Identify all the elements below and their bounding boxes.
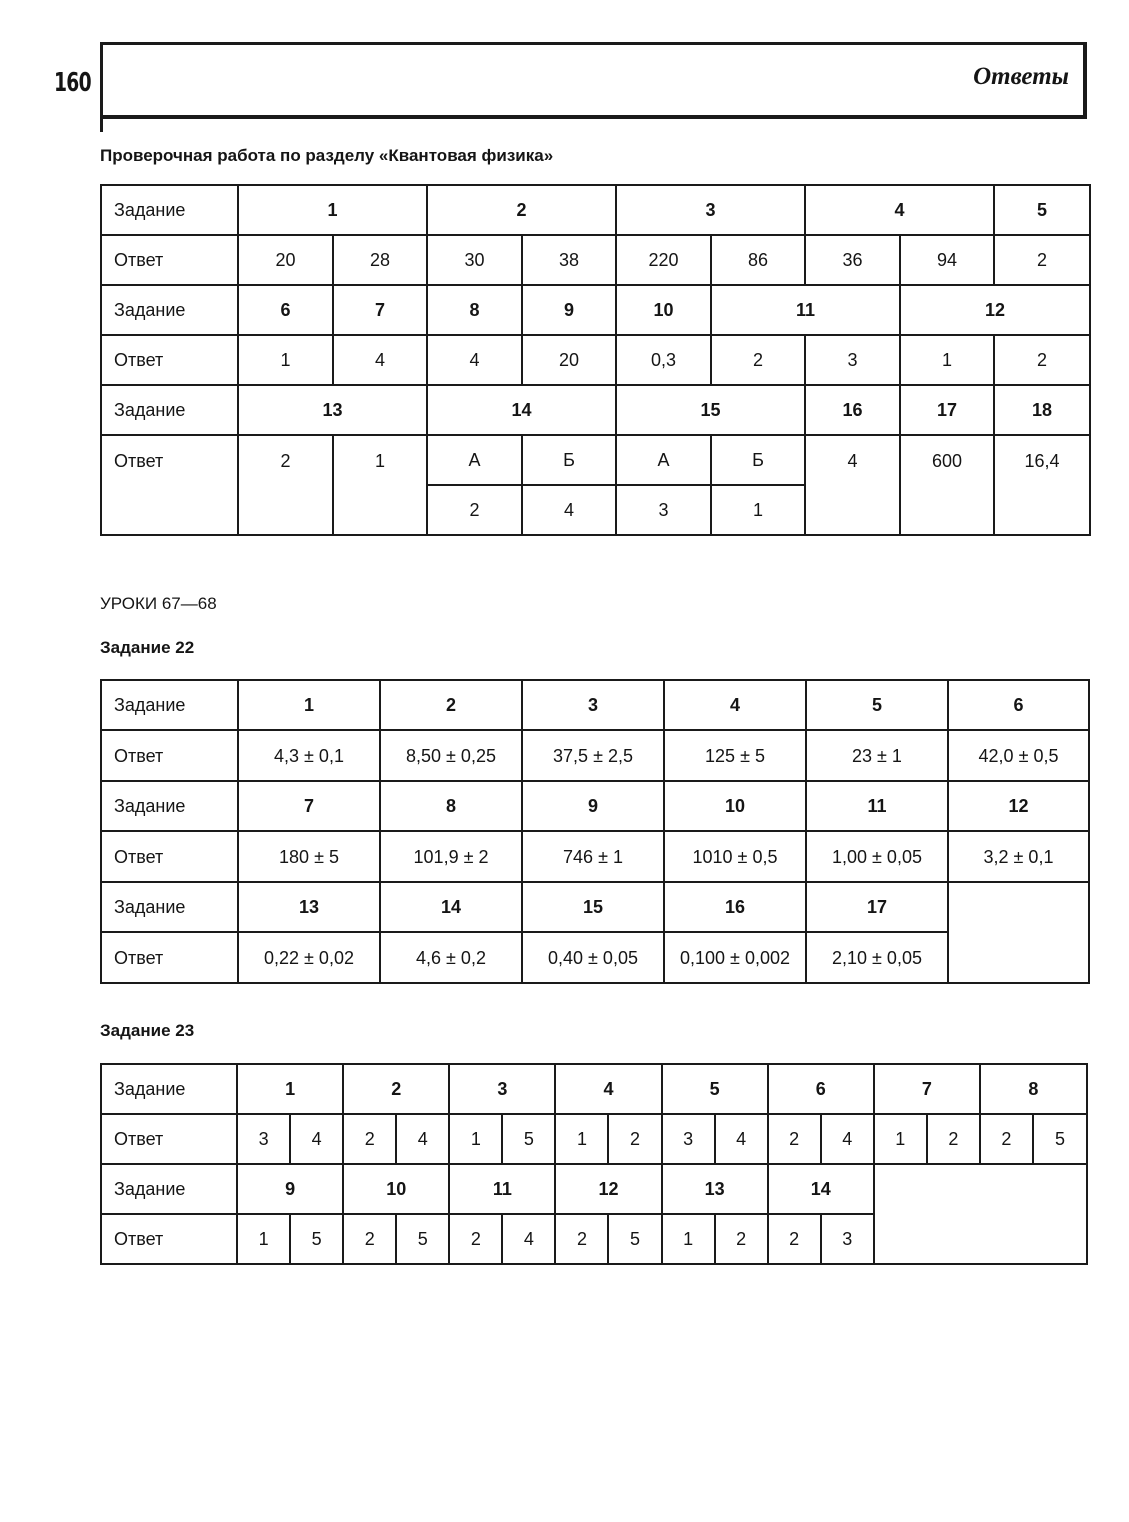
task-number: 4: [805, 185, 994, 235]
answer-cell: 1: [900, 335, 994, 385]
task-number: 5: [662, 1064, 768, 1114]
answer-cell: 220: [616, 235, 711, 285]
task-number: 4: [555, 1064, 661, 1114]
answer-cell: 4,6 ± 0,2: [380, 932, 522, 983]
task-number: 5: [806, 680, 948, 730]
answer-cell: Б: [522, 435, 616, 485]
empty-cell: [948, 882, 1089, 932]
answer-cell: 4: [290, 1114, 343, 1164]
table-row: [101, 781, 1089, 831]
answer-cell: А: [616, 435, 711, 485]
task-number: 3: [616, 185, 805, 235]
answer-cell: 125 ± 5: [664, 730, 806, 781]
answer-cell: 28: [333, 235, 427, 285]
table-row: [101, 1114, 1087, 1164]
task-number: 1: [237, 1064, 343, 1114]
table-row: [101, 235, 1090, 285]
section2-title: Задание 22: [100, 638, 195, 657]
answer-cell: Б: [711, 435, 805, 485]
answer-cell: 1,00 ± 0,05: [806, 831, 948, 882]
section1-table: [100, 184, 1091, 536]
task-label: Задание: [101, 680, 238, 730]
section3-table: [100, 1063, 1088, 1265]
answer-cell: 23 ± 1: [806, 730, 948, 781]
task-label: Задание: [101, 1164, 237, 1214]
task-number: 8: [380, 781, 522, 831]
answer-label: Ответ: [101, 235, 238, 285]
task-number: 1: [238, 680, 380, 730]
task-number: 13: [238, 385, 427, 435]
answer-cell: 2: [449, 1214, 502, 1264]
answer-cell: 600: [900, 435, 994, 535]
table-row: [101, 831, 1089, 882]
task-number: 6: [768, 1064, 874, 1114]
answer-cell: 3: [821, 1214, 874, 1264]
answer-cell: 2: [555, 1214, 608, 1264]
answer-cell: 4: [821, 1114, 874, 1164]
table-row: [101, 385, 1090, 435]
answer-cell: 0,3: [616, 335, 711, 385]
section1-title: Проверочная работа по разделу «Квантовая физика»: [100, 146, 554, 165]
answer-cell: 2: [927, 1114, 980, 1164]
task-number: 2: [343, 1064, 449, 1114]
header-frame: [100, 42, 1087, 119]
answer-cell: 4: [427, 335, 522, 385]
answer-cell: 94: [900, 235, 994, 285]
answer-cell: 2: [608, 1114, 661, 1164]
answer-cell: 0,40 ± 0,05: [522, 932, 664, 983]
task-number: 13: [238, 882, 380, 932]
task-number: 13: [662, 1164, 768, 1214]
task-number: 11: [806, 781, 948, 831]
task-number: 15: [522, 882, 664, 932]
answer-cell: 4: [522, 485, 616, 535]
table-row: [101, 435, 1090, 485]
answer-cell: 4: [805, 435, 900, 535]
answer-cell: 2: [427, 485, 522, 535]
answer-cell: 2: [994, 235, 1090, 285]
answer-cell: 1010 ± 0,5: [664, 831, 806, 882]
answer-cell: 0,22 ± 0,02: [238, 932, 380, 983]
answer-cell: 4: [333, 335, 427, 385]
table-row: [101, 335, 1090, 385]
answer-cell: 1: [662, 1214, 715, 1264]
answer-cell: 1: [238, 335, 333, 385]
task-number: 11: [449, 1164, 555, 1214]
answer-cell: 3: [616, 485, 711, 535]
empty-cell: [874, 1214, 1087, 1264]
answer-cell: 1: [333, 435, 427, 535]
empty-cell: [874, 1164, 1087, 1214]
answer-cell: 2,10 ± 0,05: [806, 932, 948, 983]
answer-cell: 20: [522, 335, 616, 385]
answer-cell: 5: [502, 1114, 555, 1164]
section2-table: [100, 679, 1090, 984]
empty-cell: [948, 932, 1089, 983]
answer-cell: 4: [396, 1114, 449, 1164]
table-row: [101, 185, 1090, 235]
answer-cell: 2: [343, 1214, 396, 1264]
answer-cell: 5: [290, 1214, 343, 1264]
answer-cell: 3,2 ± 0,1: [948, 831, 1089, 882]
answer-cell: 101,9 ± 2: [380, 831, 522, 882]
answer-cell: 5: [396, 1214, 449, 1264]
task-number: 15: [616, 385, 805, 435]
answer-cell: 86: [711, 235, 805, 285]
task-number: 9: [237, 1164, 343, 1214]
task-number: 7: [874, 1064, 980, 1114]
answer-label: Ответ: [101, 1214, 237, 1264]
answer-cell: 746 ± 1: [522, 831, 664, 882]
task-label: Задание: [101, 385, 238, 435]
task-number: 10: [664, 781, 806, 831]
section3-title: Задание 23: [100, 1021, 195, 1040]
table-row: [101, 1164, 1087, 1214]
answer-label: Ответ: [101, 1114, 237, 1164]
task-number: 3: [522, 680, 664, 730]
task-number: 17: [900, 385, 994, 435]
answer-cell: 4: [502, 1214, 555, 1264]
table-row: [101, 932, 1089, 983]
answer-cell: 3: [805, 335, 900, 385]
answer-cell: 1: [237, 1214, 290, 1264]
task-number: 7: [333, 285, 427, 335]
answer-cell: 20: [238, 235, 333, 285]
answer-cell: 8,50 ± 0,25: [380, 730, 522, 781]
header-spine: [100, 110, 103, 132]
answer-cell: 37,5 ± 2,5: [522, 730, 664, 781]
answer-cell: 42,0 ± 0,5: [948, 730, 1089, 781]
answer-cell: 4: [715, 1114, 768, 1164]
task-number: 7: [238, 781, 380, 831]
task-label: Задание: [101, 781, 238, 831]
answer-cell: 36: [805, 235, 900, 285]
answer-cell: 1: [874, 1114, 927, 1164]
task-number: 9: [522, 781, 664, 831]
table-row: [101, 285, 1090, 335]
table-row: [101, 882, 1089, 932]
answer-cell: 2: [715, 1214, 768, 1264]
task-number: 2: [427, 185, 616, 235]
task-number: 17: [806, 882, 948, 932]
answer-cell: 1: [449, 1114, 502, 1164]
answer-cell: 2: [711, 335, 805, 385]
task-number: 4: [664, 680, 806, 730]
answer-label: Ответ: [101, 435, 238, 535]
task-number: 14: [427, 385, 616, 435]
table-row: [101, 1214, 1087, 1264]
answer-label: Ответ: [101, 932, 238, 983]
task-number: 16: [664, 882, 806, 932]
task-label: Задание: [101, 185, 238, 235]
lessons-title: УРОКИ 67—68: [100, 594, 217, 613]
answer-cell: 16,4: [994, 435, 1090, 535]
task-number: 2: [380, 680, 522, 730]
answer-cell: 2: [343, 1114, 396, 1164]
answer-cell: 1: [711, 485, 805, 535]
answer-cell: 1: [555, 1114, 608, 1164]
answer-cell: 3: [237, 1114, 290, 1164]
task-number: 6: [238, 285, 333, 335]
task-number: 5: [994, 185, 1090, 235]
answer-cell: 5: [1033, 1114, 1087, 1164]
task-number: 8: [980, 1064, 1087, 1114]
answer-cell: 38: [522, 235, 616, 285]
answer-cell: 2: [768, 1114, 821, 1164]
task-number: 16: [805, 385, 900, 435]
task-number: 6: [948, 680, 1089, 730]
task-number: 10: [343, 1164, 449, 1214]
answer-cell: А: [427, 435, 522, 485]
answer-label: Ответ: [101, 831, 238, 882]
answer-label: Ответ: [101, 335, 238, 385]
header-title: Ответы: [973, 63, 1069, 90]
task-number: 12: [900, 285, 1090, 335]
task-number: 14: [768, 1164, 874, 1214]
task-number: 12: [948, 781, 1089, 831]
task-number: 18: [994, 385, 1090, 435]
answer-cell: 5: [608, 1214, 661, 1264]
answer-cell: 2: [980, 1114, 1033, 1164]
task-number: 10: [616, 285, 711, 335]
task-number: 12: [555, 1164, 661, 1214]
answer-cell: 2: [768, 1214, 821, 1264]
answer-label: Ответ: [101, 730, 238, 781]
task-number: 1: [238, 185, 427, 235]
task-number: 14: [380, 882, 522, 932]
task-number: 8: [427, 285, 522, 335]
task-label: Задание: [101, 1064, 237, 1114]
answer-cell: 2: [994, 335, 1090, 385]
page-number: 160: [54, 68, 91, 98]
task-label: Задание: [101, 285, 238, 335]
task-number: 9: [522, 285, 616, 335]
table-row: [101, 1064, 1087, 1114]
answer-cell: 180 ± 5: [238, 831, 380, 882]
answer-cell: 3: [662, 1114, 715, 1164]
answer-cell: 4,3 ± 0,1: [238, 730, 380, 781]
answer-cell: 2: [238, 435, 333, 535]
table-row: [101, 680, 1089, 730]
answer-cell: 30: [427, 235, 522, 285]
task-label: Задание: [101, 882, 238, 932]
answer-cell: 0,100 ± 0,002: [664, 932, 806, 983]
task-number: 11: [711, 285, 900, 335]
table-row: [101, 730, 1089, 781]
task-number: 3: [449, 1064, 555, 1114]
